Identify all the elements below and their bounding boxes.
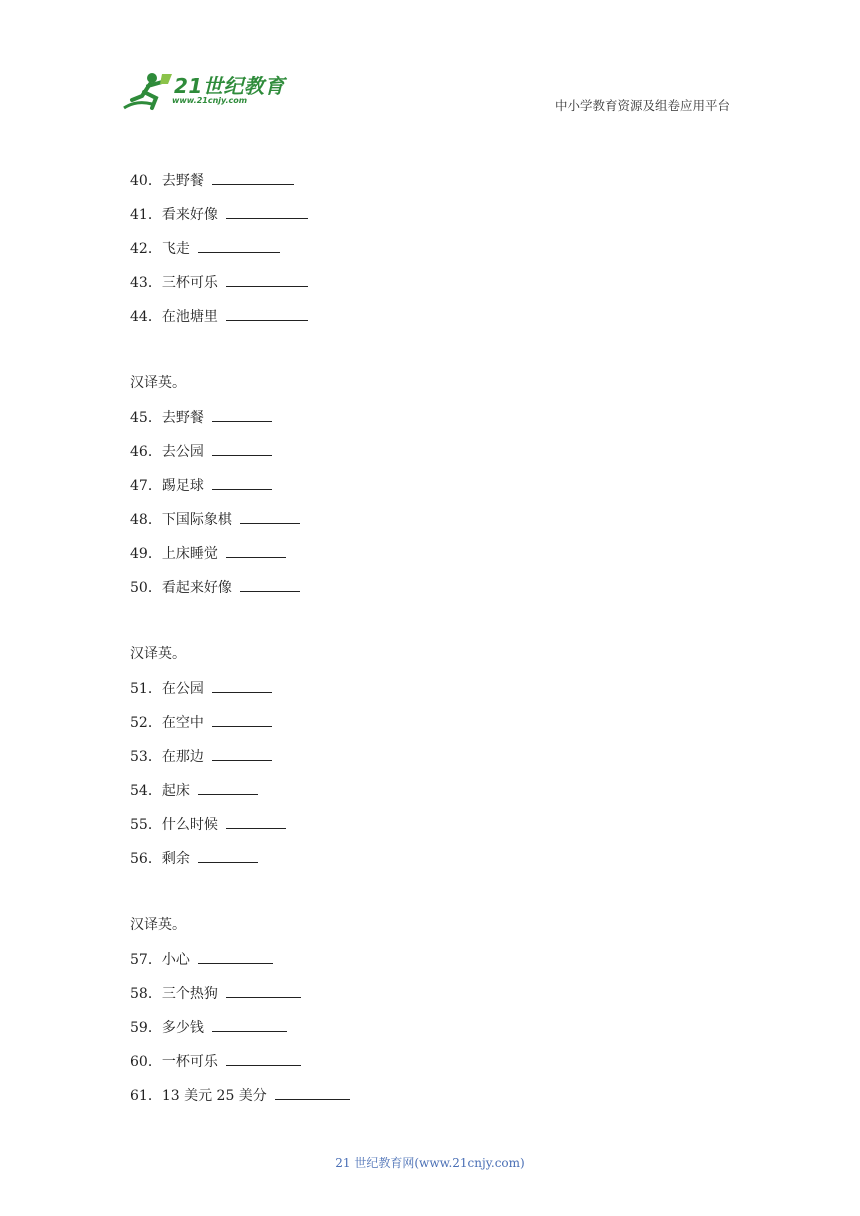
answer-blank[interactable]: [226, 1049, 301, 1066]
item-text: 小心: [161, 952, 190, 968]
item-text: 三个热狗: [161, 986, 218, 1002]
item-text: 下国际象棋: [161, 512, 232, 528]
exercise-item: [130, 202, 730, 236]
item-number: 46．: [130, 444, 162, 460]
exercise-item: [130, 507, 730, 541]
exercise-item: [130, 778, 730, 812]
answer-blank[interactable]: [226, 981, 301, 998]
logo-url: www.21cnjy.com: [172, 96, 248, 105]
runner-logo-icon: [122, 70, 174, 112]
exercise-item: [130, 439, 730, 473]
item-text: 三杯可乐: [161, 275, 218, 291]
exercise-item: [130, 270, 730, 304]
exercise-item: [130, 236, 730, 270]
exercise-item: [130, 541, 730, 575]
answer-blank[interactable]: [212, 168, 294, 185]
item-text: 多少钱: [161, 1020, 204, 1036]
item-text: 去野餐: [161, 410, 204, 426]
exercise-item: [130, 710, 730, 744]
exercise-item: [130, 304, 730, 338]
answer-blank[interactable]: [212, 1015, 287, 1032]
answer-blank[interactable]: [212, 744, 272, 761]
item-text: 上床睡觉: [161, 546, 218, 562]
exercise-item: [130, 1083, 730, 1117]
item-number: 50．: [130, 580, 162, 596]
logo-text: 21世纪教育: [174, 74, 285, 98]
section-title: 汉译英。: [130, 917, 186, 933]
site-logo: [122, 66, 297, 116]
answer-blank[interactable]: [226, 202, 308, 219]
item-text: 去公园: [161, 444, 204, 460]
item-number: 44．: [130, 309, 162, 325]
exercise-item: [130, 575, 730, 609]
exercise-item: [130, 1049, 730, 1083]
item-text: 什么时候: [161, 817, 218, 833]
item-number: 52．: [130, 715, 162, 731]
footer-source: 21 世纪教育网(www.21cnjy.com): [335, 1156, 525, 1170]
item-text: 看起来好像: [161, 580, 232, 596]
item-number: 47．: [130, 478, 162, 494]
item-text: 剩余: [161, 851, 190, 867]
answer-blank[interactable]: [198, 778, 258, 795]
item-text: 13 美元 25 美分: [161, 1088, 267, 1104]
answer-blank[interactable]: [240, 575, 300, 592]
answer-blank[interactable]: [212, 473, 272, 490]
header-tagline: 中小学教育资源及组卷应用平台: [554, 98, 730, 113]
item-number: 48．: [130, 512, 162, 528]
exercise-item: [130, 846, 730, 880]
item-number: 49．: [130, 546, 162, 562]
item-number: 57．: [130, 952, 162, 968]
section-title: 汉译英。: [130, 646, 186, 662]
exercise-content: [130, 168, 730, 1117]
answer-blank[interactable]: [226, 304, 308, 321]
item-text: 去野餐: [161, 173, 204, 189]
exercise-item: [130, 168, 730, 202]
item-text: 在池塘里: [161, 309, 218, 325]
answer-blank[interactable]: [240, 507, 300, 524]
exercise-item: [130, 812, 730, 846]
answer-blank[interactable]: [226, 270, 308, 287]
item-number: 43．: [130, 275, 162, 291]
exercise-item: [130, 676, 730, 710]
exercise-item: [130, 405, 730, 439]
answer-blank[interactable]: [212, 676, 272, 693]
item-number: 58．: [130, 986, 162, 1002]
answer-blank[interactable]: [212, 710, 272, 727]
item-number: 61．: [130, 1088, 162, 1104]
exercise-item: [130, 1015, 730, 1049]
answer-blank[interactable]: [198, 846, 258, 863]
exercise-item: [130, 473, 730, 507]
answer-blank[interactable]: [212, 405, 272, 422]
exercise-item: [130, 744, 730, 778]
item-text: 踢足球: [161, 478, 204, 494]
item-number: 45．: [130, 410, 162, 426]
answer-blank[interactable]: [226, 812, 286, 829]
exercise-item: [130, 947, 730, 981]
section-title: 汉译英。: [130, 375, 186, 391]
item-text: 在那边: [161, 749, 204, 765]
item-text: 在空中: [161, 715, 204, 731]
answer-blank[interactable]: [198, 947, 273, 964]
item-number: 40．: [130, 173, 162, 189]
item-number: 54．: [130, 783, 162, 799]
answer-blank[interactable]: [275, 1083, 350, 1100]
answer-blank[interactable]: [226, 541, 286, 558]
item-number: 56．: [130, 851, 162, 867]
item-number: 41．: [130, 207, 162, 223]
item-number: 51．: [130, 681, 162, 697]
item-number: 53．: [130, 749, 162, 765]
item-text: 看来好像: [161, 207, 218, 223]
item-number: 60．: [130, 1054, 162, 1070]
item-number: 55．: [130, 817, 162, 833]
item-number: 42．: [130, 241, 162, 257]
item-number: 59．: [130, 1020, 162, 1036]
answer-blank[interactable]: [212, 439, 272, 456]
item-text: 飞走: [161, 241, 190, 257]
exercise-item: [130, 981, 730, 1015]
item-text: 在公园: [161, 681, 204, 697]
answer-blank[interactable]: [198, 236, 280, 253]
item-text: 一杯可乐: [161, 1054, 218, 1070]
item-text: 起床: [161, 783, 190, 799]
